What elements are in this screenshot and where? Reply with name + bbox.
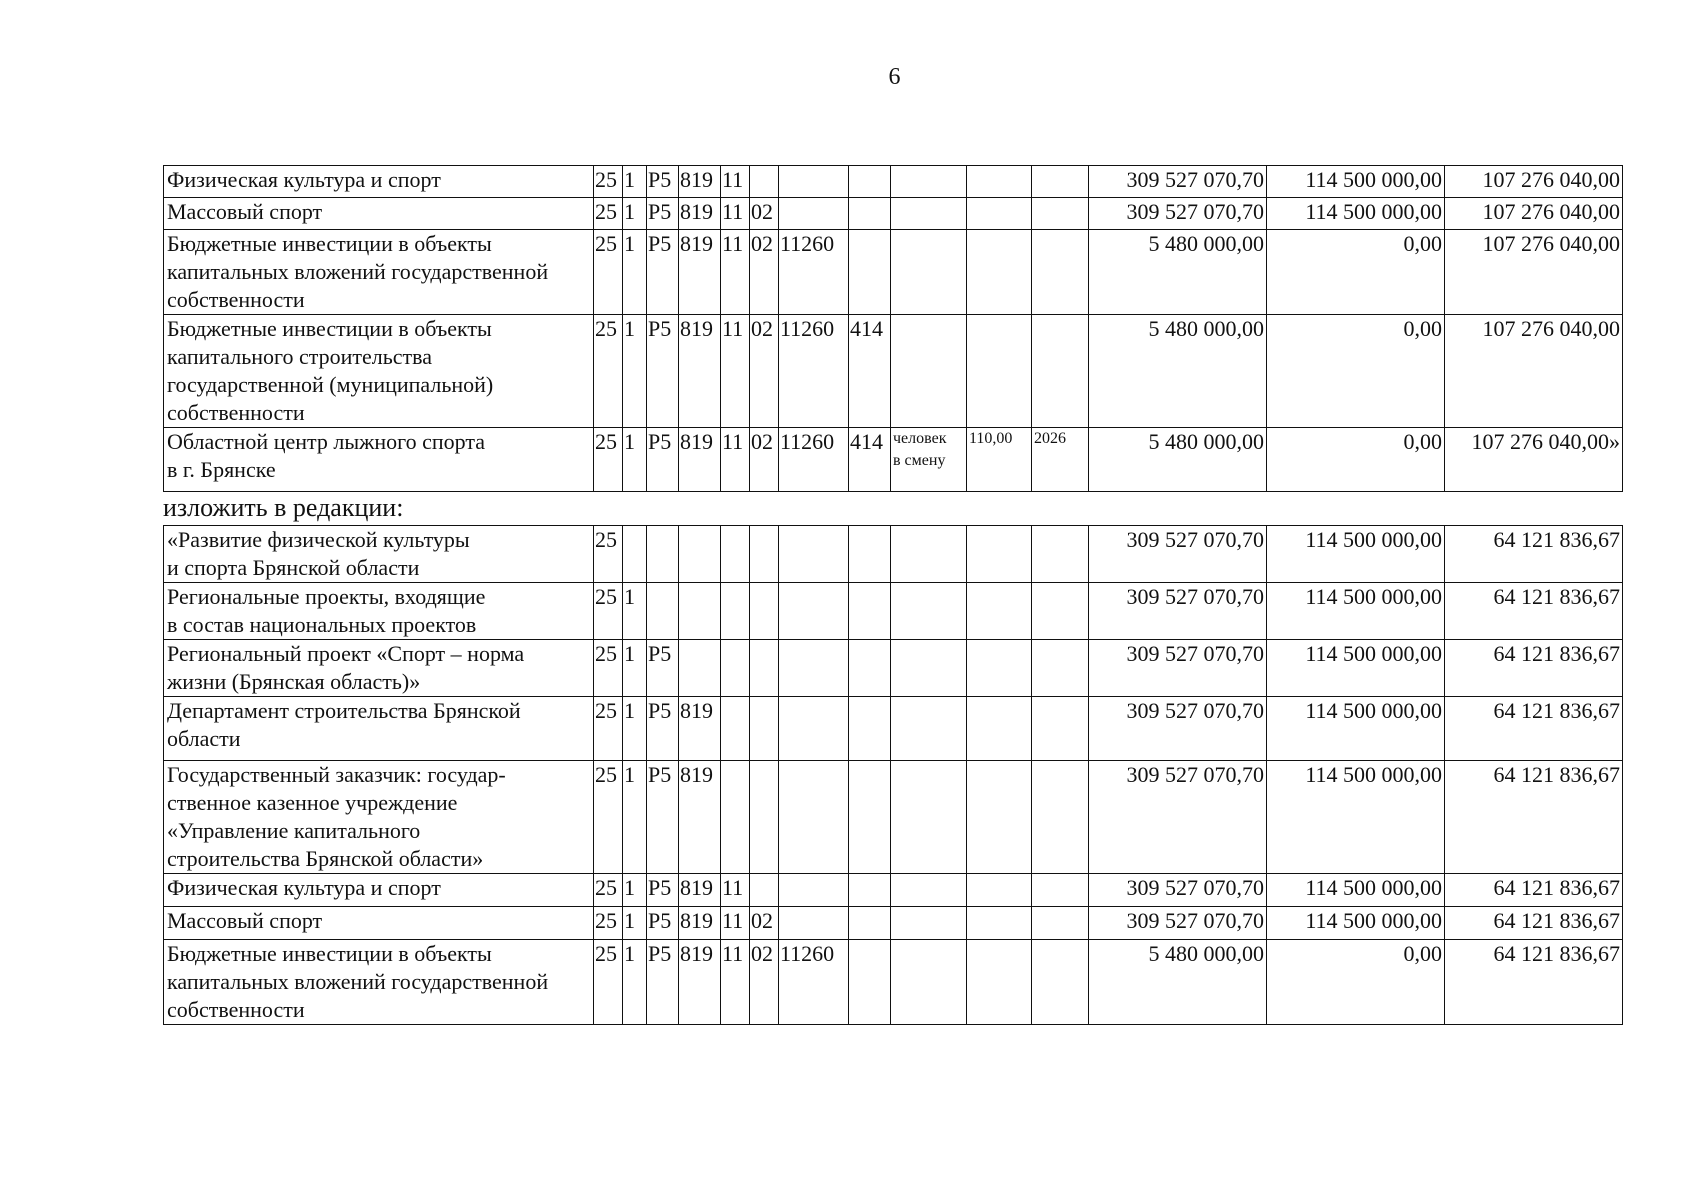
code-cell: 02 [750, 940, 779, 1025]
unit-cell [891, 907, 967, 940]
capacity-cell [967, 315, 1032, 428]
code-cell: 819 [679, 230, 721, 315]
code-cell: 819 [679, 198, 721, 230]
unit-cell [891, 526, 967, 583]
code-cell [779, 526, 849, 583]
code-cell: 1 [623, 198, 647, 230]
unit-cell [891, 761, 967, 874]
code-cell [623, 526, 647, 583]
code-cell: 11 [721, 315, 750, 428]
table-row [164, 526, 1623, 583]
row-name-cell: Департамент строительства Брянской области [164, 697, 594, 761]
sum-cell: 64 121 836,67 [1445, 526, 1623, 583]
code-cell: 1 [623, 428, 647, 492]
code-cell [849, 761, 891, 874]
sum-cell: 64 121 836,67 [1445, 874, 1623, 907]
code-cell: 819 [679, 907, 721, 940]
row-name-cell: Физическая культура и спорт [164, 874, 594, 907]
table-row [164, 198, 1623, 230]
row-name-cell: Региональный проект «Спорт – норма жизни (Брянская область)» [164, 640, 594, 697]
sum-cell: 114 500 000,00 [1267, 583, 1445, 640]
code-cell: Р5 [647, 874, 679, 907]
code-cell: 1 [623, 940, 647, 1025]
amendment-instruction: изложить в редакции: [163, 493, 404, 522]
year-cell [1032, 874, 1089, 907]
code-cell: 11 [721, 166, 750, 198]
code-cell: 819 [679, 940, 721, 1025]
row-name-cell: Бюджетные инвестиции в объекты капитального строительства государственной (муниципальной) собственности [164, 315, 594, 428]
sum-cell: 107 276 040,00 [1445, 315, 1623, 428]
sum-cell: 107 276 040,00 [1445, 230, 1623, 315]
table-row [164, 874, 1623, 907]
code-cell: 1 [623, 166, 647, 198]
table-row [164, 428, 1623, 492]
code-cell: 25 [594, 583, 623, 640]
code-cell [849, 583, 891, 640]
code-cell [750, 526, 779, 583]
code-cell: Р5 [647, 697, 679, 761]
row-name-cell: «Развитие физической культуры и спорта Брянской области [164, 526, 594, 583]
code-cell [849, 526, 891, 583]
sum-cell: 114 500 000,00 [1267, 640, 1445, 697]
code-cell [647, 526, 679, 583]
unit-cell [891, 583, 967, 640]
code-cell [750, 697, 779, 761]
year-cell [1032, 198, 1089, 230]
code-cell: 414 [849, 315, 891, 428]
row-name-cell: Бюджетные инвестиции в объекты капитальных вложений государственной собственности [164, 940, 594, 1025]
capacity-cell [967, 166, 1032, 198]
code-cell: 819 [679, 315, 721, 428]
code-cell: 1 [623, 874, 647, 907]
sum-cell: 114 500 000,00 [1267, 198, 1445, 230]
row-name-cell: Государственный заказчик: государ- ственное казенное учреждение «Управление капитального строительства Брянской области» [164, 761, 594, 874]
code-cell: 819 [679, 428, 721, 492]
code-cell: 11 [721, 198, 750, 230]
sum-cell: 5 480 000,00 [1089, 230, 1267, 315]
code-cell: 25 [594, 697, 623, 761]
code-cell [849, 198, 891, 230]
sum-cell: 114 500 000,00 [1267, 166, 1445, 198]
sum-cell: 5 480 000,00 [1089, 940, 1267, 1025]
sum-cell: 309 527 070,70 [1089, 526, 1267, 583]
sum-cell: 107 276 040,00 [1445, 166, 1623, 198]
code-cell: 11 [721, 907, 750, 940]
sum-cell: 64 121 836,67 [1445, 583, 1623, 640]
sum-cell: 114 500 000,00 [1267, 874, 1445, 907]
row-name-cell: Областной центр лыжного спорта в г. Брянске [164, 428, 594, 492]
year-cell [1032, 583, 1089, 640]
code-cell [779, 874, 849, 907]
sum-cell: 64 121 836,67 [1445, 907, 1623, 940]
code-cell: Р5 [647, 166, 679, 198]
unit-cell [891, 315, 967, 428]
table-row [164, 697, 1623, 761]
code-cell: Р5 [647, 428, 679, 492]
sum-cell: 107 276 040,00 [1445, 198, 1623, 230]
code-cell: 414 [849, 428, 891, 492]
code-cell: 819 [679, 166, 721, 198]
sum-cell: 309 527 070,70 [1089, 198, 1267, 230]
sum-cell: 114 500 000,00 [1267, 907, 1445, 940]
code-cell: 819 [679, 761, 721, 874]
sum-cell: 64 121 836,67 [1445, 940, 1623, 1025]
sum-cell: 64 121 836,67 [1445, 761, 1623, 874]
capacity-cell [967, 640, 1032, 697]
sum-cell: 309 527 070,70 [1089, 583, 1267, 640]
code-cell [750, 761, 779, 874]
sum-cell: 114 500 000,00 [1267, 761, 1445, 874]
code-cell [721, 526, 750, 583]
table-row [164, 761, 1623, 874]
sum-cell: 0,00 [1267, 315, 1445, 428]
year-cell [1032, 230, 1089, 315]
sum-cell: 64 121 836,67 [1445, 697, 1623, 761]
code-cell: Р5 [647, 198, 679, 230]
sum-cell: 114 500 000,00 [1267, 697, 1445, 761]
code-cell: 25 [594, 428, 623, 492]
code-cell [849, 640, 891, 697]
table-row [164, 166, 1623, 198]
sum-cell: 107 276 040,00» [1445, 428, 1623, 492]
code-cell: Р5 [647, 761, 679, 874]
capacity-cell: 110,00 [967, 428, 1032, 492]
code-cell: 1 [623, 761, 647, 874]
code-cell: 25 [594, 315, 623, 428]
code-cell [779, 697, 849, 761]
code-cell [779, 166, 849, 198]
sum-cell: 5 480 000,00 [1089, 315, 1267, 428]
sum-cell: 309 527 070,70 [1089, 640, 1267, 697]
code-cell: 11260 [779, 428, 849, 492]
code-cell: 02 [750, 907, 779, 940]
capacity-cell [967, 526, 1032, 583]
code-cell: 11260 [779, 230, 849, 315]
capacity-cell [967, 907, 1032, 940]
row-name-cell: Массовый спорт [164, 907, 594, 940]
unit-cell [891, 640, 967, 697]
code-cell: 819 [679, 697, 721, 761]
code-cell: Р5 [647, 640, 679, 697]
code-cell: Р5 [647, 230, 679, 315]
code-cell [849, 940, 891, 1025]
code-cell: 02 [750, 198, 779, 230]
table-row [164, 230, 1623, 315]
code-cell [849, 697, 891, 761]
code-cell: 25 [594, 198, 623, 230]
code-cell: 25 [594, 761, 623, 874]
code-cell: 25 [594, 640, 623, 697]
code-cell [849, 230, 891, 315]
code-cell: 11260 [779, 940, 849, 1025]
unit-cell [891, 230, 967, 315]
row-name-cell: Массовый спорт [164, 198, 594, 230]
code-cell: 1 [623, 315, 647, 428]
code-cell [779, 583, 849, 640]
budget-table-old [163, 165, 1623, 492]
year-cell [1032, 697, 1089, 761]
code-cell: 25 [594, 166, 623, 198]
table-row [164, 940, 1623, 1025]
code-cell [679, 583, 721, 640]
code-cell [779, 640, 849, 697]
code-cell [750, 874, 779, 907]
code-cell: 1 [623, 583, 647, 640]
code-cell [721, 583, 750, 640]
code-cell: 25 [594, 230, 623, 315]
code-cell [849, 166, 891, 198]
code-cell: 11260 [779, 315, 849, 428]
row-name-cell: Региональные проекты, входящие в состав национальных проектов [164, 583, 594, 640]
code-cell [750, 166, 779, 198]
sum-cell: 0,00 [1267, 940, 1445, 1025]
year-cell [1032, 640, 1089, 697]
year-cell [1032, 526, 1089, 583]
unit-cell [891, 874, 967, 907]
code-cell: Р5 [647, 907, 679, 940]
sum-cell: 309 527 070,70 [1089, 697, 1267, 761]
row-name-cell: Бюджетные инвестиции в объекты капитальных вложений государственной собственности [164, 230, 594, 315]
code-cell: 25 [594, 907, 623, 940]
code-cell: 1 [623, 640, 647, 697]
code-cell: 02 [750, 428, 779, 492]
table-row [164, 907, 1623, 940]
sum-cell: 309 527 070,70 [1089, 874, 1267, 907]
capacity-cell [967, 583, 1032, 640]
sum-cell: 0,00 [1267, 230, 1445, 315]
sum-cell: 309 527 070,70 [1089, 761, 1267, 874]
capacity-cell [967, 874, 1032, 907]
code-cell [721, 761, 750, 874]
sum-cell: 114 500 000,00 [1267, 526, 1445, 583]
code-cell: 02 [750, 315, 779, 428]
page-number: 6 [888, 64, 901, 90]
table-row [164, 640, 1623, 697]
sum-cell: 5 480 000,00 [1089, 428, 1267, 492]
year-cell [1032, 907, 1089, 940]
capacity-cell [967, 761, 1032, 874]
year-cell: 2026 [1032, 428, 1089, 492]
year-cell [1032, 761, 1089, 874]
code-cell: 819 [679, 874, 721, 907]
code-cell: 02 [750, 230, 779, 315]
row-name-cell: Физическая культура и спорт [164, 166, 594, 198]
code-cell: 11 [721, 230, 750, 315]
capacity-cell [967, 198, 1032, 230]
code-cell: Р5 [647, 315, 679, 428]
unit-cell [891, 198, 967, 230]
code-cell: Р5 [647, 940, 679, 1025]
code-cell [721, 640, 750, 697]
unit-cell: человек в смену [891, 428, 967, 492]
code-cell [779, 907, 849, 940]
unit-cell [891, 940, 967, 1025]
year-cell [1032, 166, 1089, 198]
code-cell: 25 [594, 940, 623, 1025]
code-cell [721, 697, 750, 761]
year-cell [1032, 940, 1089, 1025]
code-cell [849, 874, 891, 907]
unit-cell [891, 697, 967, 761]
code-cell [679, 526, 721, 583]
capacity-cell [967, 230, 1032, 315]
code-cell: 1 [623, 907, 647, 940]
sum-cell: 64 121 836,67 [1445, 640, 1623, 697]
unit-cell [891, 166, 967, 198]
capacity-cell [967, 697, 1032, 761]
sum-cell: 309 527 070,70 [1089, 166, 1267, 198]
code-cell [647, 583, 679, 640]
code-cell [849, 907, 891, 940]
budget-table-new [163, 525, 1623, 1025]
code-cell [779, 198, 849, 230]
code-cell: 11 [721, 874, 750, 907]
year-cell [1032, 315, 1089, 428]
code-cell: 11 [721, 428, 750, 492]
capacity-cell [967, 940, 1032, 1025]
table-row [164, 583, 1623, 640]
sum-cell: 0,00 [1267, 428, 1445, 492]
sum-cell: 309 527 070,70 [1089, 907, 1267, 940]
code-cell: 1 [623, 697, 647, 761]
code-cell: 11 [721, 940, 750, 1025]
code-cell [750, 583, 779, 640]
code-cell [750, 640, 779, 697]
code-cell: 1 [623, 230, 647, 315]
code-cell [779, 761, 849, 874]
code-cell: 25 [594, 526, 623, 583]
code-cell [679, 640, 721, 697]
table-row [164, 315, 1623, 428]
code-cell: 25 [594, 874, 623, 907]
